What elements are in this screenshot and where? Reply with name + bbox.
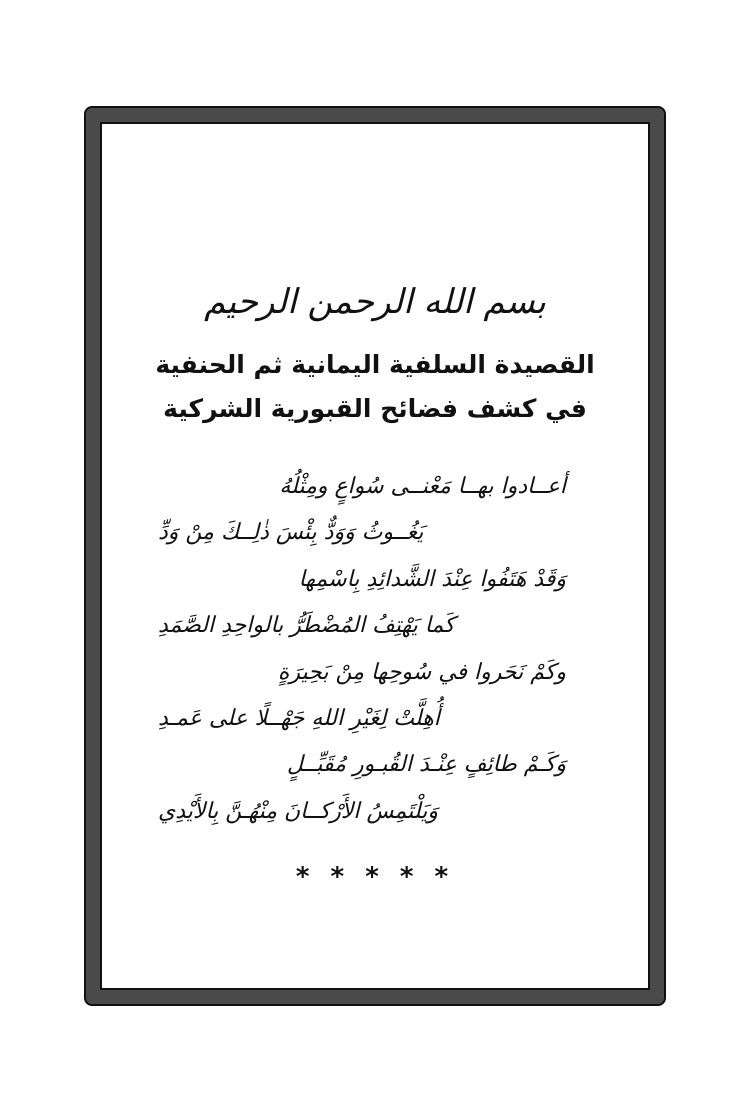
verse-3: وَقَدْ هَتَفُوا عِنْدَ الشَّدائِدِ بِاسْمِها [298,566,566,592]
verse-5: وكَمْ نَحَروا في سُوحِها مِنْ بَحِيرَةٍ [277,659,566,685]
verse-8: وَيَلْتَمِسُ الأَرْكــانَ مِنْهُـنَّ بِالأَيْدِي [158,798,438,824]
title-line-1: القصيدة السلفية اليمانية ثم الحنفية [155,350,595,379]
page-content [100,122,650,990]
page-border-frame [84,106,666,1006]
verse-4: كَما يَهْتِفُ المُضْطَرُّ بالواحِدِ الصَّمَدِ [158,613,455,639]
verse-1: أعــادوا بهــا مَعْنــى سُواعٍ ومِثْلُهُ [279,474,566,499]
verse-6: أُهِلَّتْ لِغَيْرِ اللهِ جَهْــلًا على عَمـدِ [158,705,440,731]
verse-7: وَكَـمْ طائِفٍ عِنْـدَ القُبـورِ مُقَبِّــلٍ [286,752,566,778]
basmala: بسم الله الرحمن الرحيم [204,282,546,322]
title-line-2: في كشف فضائح القبورية الشركية [163,394,587,423]
section-separator: * * * * * [295,862,455,892]
poem-verses [158,464,566,835]
verse-2: يَغُــوثُ وَوَدٌّ بِئْسَ ذٰلِــكَ مِنْ وَدِّ [158,520,424,546]
